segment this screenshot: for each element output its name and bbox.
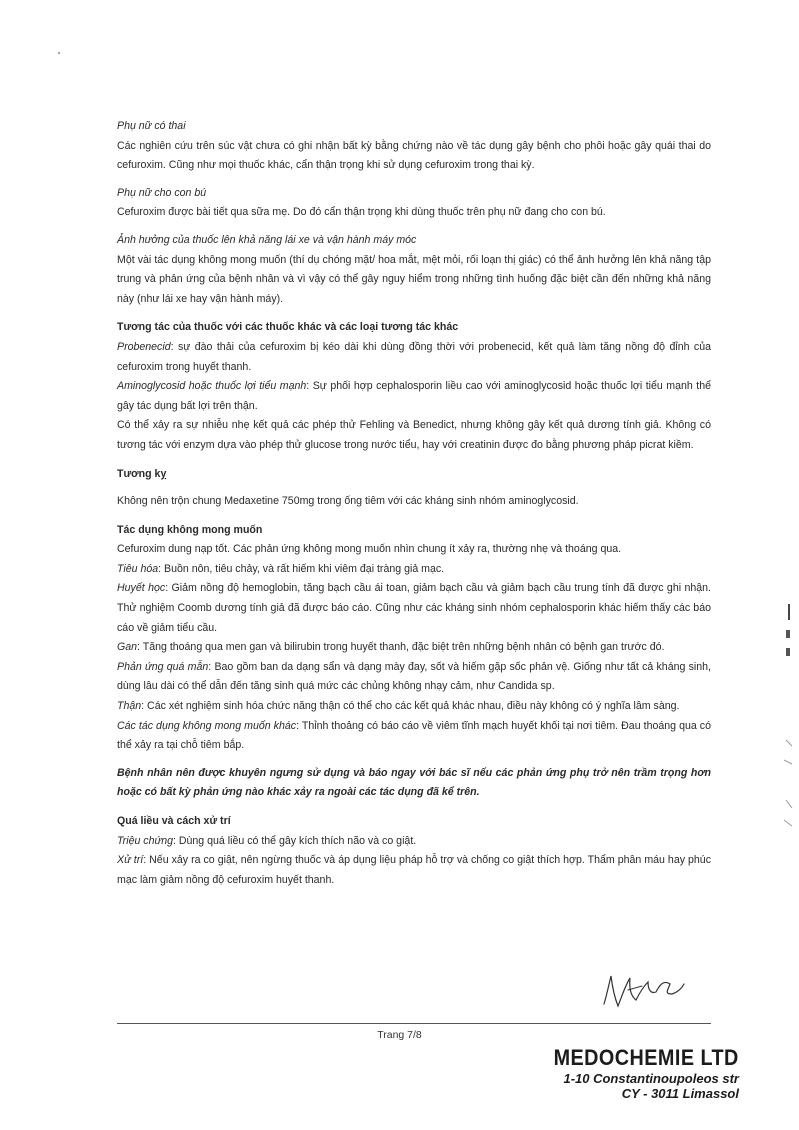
breastfeeding-title: Phụ nữ cho con bú <box>117 186 207 199</box>
digestive-text: : Buồn nôn, tiêu chảy, và rất hiếm khi viêm đại tràng giả mạc. <box>158 562 445 575</box>
document-body <box>117 117 711 890</box>
allergy-text: : Bao gồm ban da dạng sẩn và dạng mày đay, sốt và hiếm gặp sốc phản vệ. Giống như tất cả kháng sinh, dùng lâu dài có thể dẫn đến tăng sinh quá mức các chủng không nhạy cảm, như Candida sp. <box>117 660 712 693</box>
pregnancy-text: Các nghiên cứu trên súc vật chưa có ghi nhận bất kỳ bằng chứng nào về tác dụng gây bệnh cho phôi hoặc gây quái thai do cefuroxim. Cũng như mọi thuốc khác, cẩn thận trọng khi sử dụng cefuroxim trong thai kỳ. <box>117 139 711 172</box>
handwritten-signature <box>598 966 698 1016</box>
incompat-heading: Tương kỵ <box>117 467 167 480</box>
fehling-text: Có thể xảy ra sự nhiễu nhẹ kết quả các phép thử Fehling và Benedict, nhưng không gây kết quả dương tính giả. Không có tương tác với enzym dựa vào phép thử glucose trong nước tiểu, hay với creatinin được đo bằng phương pháp picrat kiềm. <box>117 419 711 451</box>
symptoms-text: : Dùng quá liều có thể gây kích thích não và co giật. <box>172 834 417 847</box>
scan-speck <box>58 52 60 54</box>
symptoms-paragraph <box>117 832 711 852</box>
hematology-paragraph <box>117 579 711 638</box>
liver-paragraph <box>117 638 711 658</box>
aminoglycosid-text: : Sự phối hợp cephalosporin liều cao với aminoglycosid hoặc thuốc lợi tiểu mạnh thể gây tác dụng bất lợi trên thận. <box>117 380 711 412</box>
warning-text: Bệnh nhân nên được khuyên ngưng sử dụng và báo ngay với bác sĩ nếu các phản ứng phụ trở nên trầm trọng hơn hoặc có bất kỳ phản ứng nào khác xảy ra ngoài các tác dụng đã kể trên. <box>117 766 711 799</box>
edge-scan-marks <box>778 600 798 860</box>
probenecid-text: : sự đào thải của cefuroxim bị kéo dài khi dùng đồng thời với probenecid, kết quả làm tăng nồng độ đỉnh của cefuroxim trong huyết thanh. <box>117 340 711 373</box>
incompat-text: Không nên trộn chung Medaxetine 750mg trong ống tiêm với các kháng sinh nhóm aminoglycosid. <box>117 495 579 508</box>
liver-label: Gan <box>117 641 138 654</box>
treatment-paragraph <box>117 851 711 890</box>
other-adverse-text: : Thỉnh thoảng có báo cáo về viêm tĩnh mạch huyết khối tại nơi tiêm. Đau thoáng qua có thể xảy ra tại chỗ tiêm bắp. <box>117 719 711 752</box>
kidney-paragraph <box>117 697 711 717</box>
stamp-company: MEDOCHEMIE LTD <box>553 1045 739 1070</box>
stamp-address-line2: CY - 3011 Limassol <box>621 1086 739 1101</box>
digestive-paragraph <box>117 560 711 580</box>
kidney-label: Thận <box>117 700 142 713</box>
kidney-text: : Các xét nghiệm sinh hóa chức năng thận có thể cho các kết quả khác nhau, điều này không có ý nghĩa lâm sàng. <box>141 700 680 713</box>
adverse-intro: Cefuroxim dung nạp tốt. Các phản ứng không mong muốn nhìn chung ít xảy ra, thường nhẹ và thoáng qua. <box>117 543 622 556</box>
aminoglycosid-label: Aminoglycosid hoặc thuốc lợi tiểu mạnh <box>117 380 307 393</box>
treatment-text: : Nếu xảy ra co giật, nên ngừng thuốc và áp dụng liệu pháp hỗ trợ và chống co giật thích hợp. Thẩm phân máu hay phúc mạc làm giảm nồng độ cefuroxim huyết thanh. <box>117 854 711 886</box>
probenecid-label: Probenecid <box>117 340 171 353</box>
liver-text: : Tăng thoáng qua men gan và bilirubin trong huyết thanh, đặc biệt trên những bệnh nhân có bệnh gan trước đó. <box>137 641 665 654</box>
breastfeeding-text: Cefuroxim được bài tiết qua sữa mẹ. Do đó cẩn thận trọng khi dùng thuốc trên phụ nữ đang cho con bú. <box>117 206 606 219</box>
digestive-label: Tiêu hóa <box>117 562 159 575</box>
allergy-paragraph <box>117 658 711 697</box>
allergy-label: Phản ứng quá mẫn <box>117 660 209 673</box>
driving-text: Một vài tác dụng không mong muốn (thí dụ chóng mặt/ hoa mắt, mệt mỏi, rối loạn thị giác) có thể ảnh hưởng lên khả năng tập trung và phản ứng của bệnh nhân và vì vậy có thể gây nguy hiểm trong những tình huống đặc biệt cần đến những khả năng này (như lái xe hay vận hành máy). <box>117 253 711 305</box>
adverse-heading: Tác dụng không mong muốn <box>117 523 263 536</box>
overdose-heading: Quá liều và cách xử trí <box>117 815 231 827</box>
probenecid-paragraph <box>117 338 711 377</box>
other-adverse-paragraph <box>117 717 711 756</box>
company-stamp <box>533 1045 739 1101</box>
treatment-label: Xử trí <box>117 854 144 867</box>
symptoms-label: Triệu chứng <box>117 834 173 847</box>
hematology-text: : Giảm nồng độ hemoglobin, tăng bạch cầu ái toan, giảm bạch cầu và giảm bạch cầu trung tính đã được ghi nhận. Thử nghiệm Coomb dương tính giả đã được báo cáo. Cũng như các kháng sinh nhóm cephalosporin khác hiếm thấy các báo cáo về giảm tiểu cầu. <box>117 582 711 634</box>
interactions-heading: Tương tác của thuốc với các thuốc khác và các loại tương tác khác <box>117 321 459 334</box>
stamp-address-line1: 1-10 Constantinoupoleos str <box>563 1071 739 1086</box>
aminoglycosid-paragraph <box>117 377 711 416</box>
page-number: Trang 7/8 <box>377 1029 422 1041</box>
footer-divider <box>117 1023 711 1024</box>
other-adverse-label: Các tác dụng không mong muốn khác <box>117 719 297 732</box>
driving-title: Ảnh hưởng của thuốc lên khả năng lái xe và vận hành máy móc <box>117 233 417 246</box>
hematology-label: Huyết học <box>117 582 166 595</box>
pregnancy-title: Phụ nữ có thai <box>117 120 186 132</box>
